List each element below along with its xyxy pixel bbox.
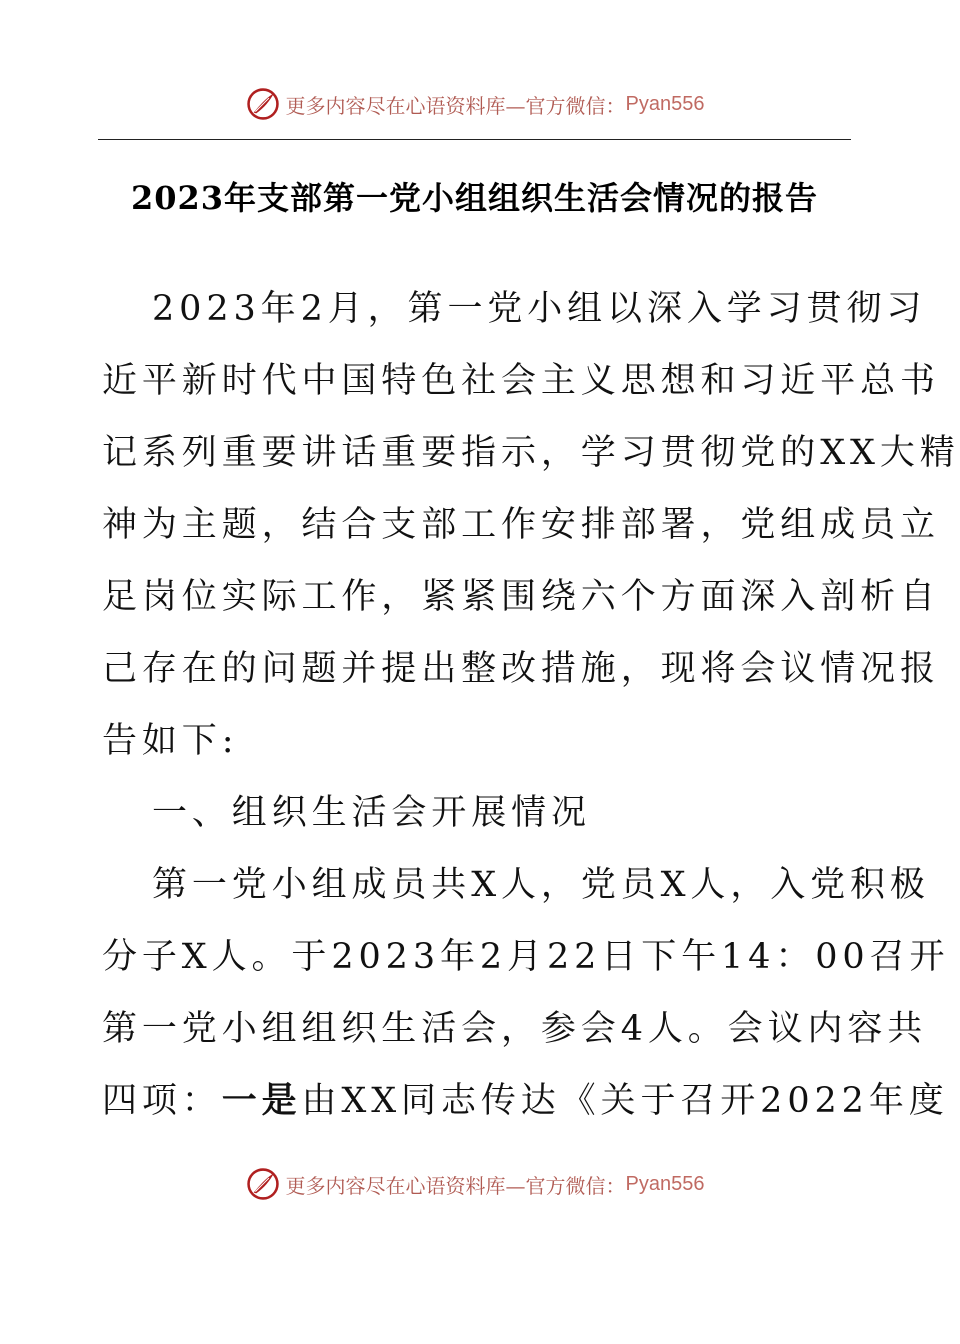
paragraph-line: 告如下: — [102, 721, 239, 761]
watermark-text: 更多内容尽在心语资料库—官方微信： — [285, 1173, 626, 1198]
header-watermark — [0, 82, 950, 126]
header-rule — [98, 139, 851, 140]
document-title: 2023年支部第一党小组组织生活会情况的报告 — [130, 179, 819, 217]
text-span: 四项： — [102, 1081, 222, 1121]
paragraph-line: 足岗位实际工作，紧紧围绕六个方面深入剖析自 — [102, 577, 940, 617]
watermark-wechat-id: Pyan556 — [625, 92, 705, 115]
paragraph-line: 近平新时代中国特色社会主义思想和习近平总书 — [102, 361, 940, 401]
paragraph-line: 神为主题，结合支部工作安排部署，党组成员立 — [102, 505, 940, 545]
bold-emphasis: 一是 — [221, 1080, 302, 1121]
paragraph-line: 分子X人。于2023年2月22日下午14：00召开 — [102, 937, 950, 977]
paragraph-line: 己存在的问题并提出整改措施，现将会议情况报 — [102, 649, 940, 689]
text-span: 由XX同志传达《关于召开2022年度 — [301, 1081, 949, 1121]
document-body — [102, 273, 960, 1137]
footer-watermark — [0, 1162, 950, 1206]
quill-logo-icon — [246, 1167, 280, 1201]
watermark-wechat-id: Pyan556 — [625, 1172, 705, 1195]
paragraph-line-mixed — [102, 1065, 949, 1137]
watermark-text: 更多内容尽在心语资料库—官方微信： — [285, 93, 626, 118]
paragraph-line: 第一党小组成员共X人，党员X人，入党积极 — [152, 865, 930, 905]
paragraph-line: 2023年2月，第一党小组以深入学习贯彻习 — [152, 289, 927, 329]
paragraph-line: 记系列重要讲话重要指示，学习贯彻党的XX大精 — [102, 433, 960, 473]
section-heading: 一、组织生活会开展情况 — [152, 793, 591, 833]
paragraph-line: 第一党小组组织生活会，参会4人。会议内容共 — [102, 1009, 928, 1049]
quill-logo-icon — [246, 87, 280, 121]
